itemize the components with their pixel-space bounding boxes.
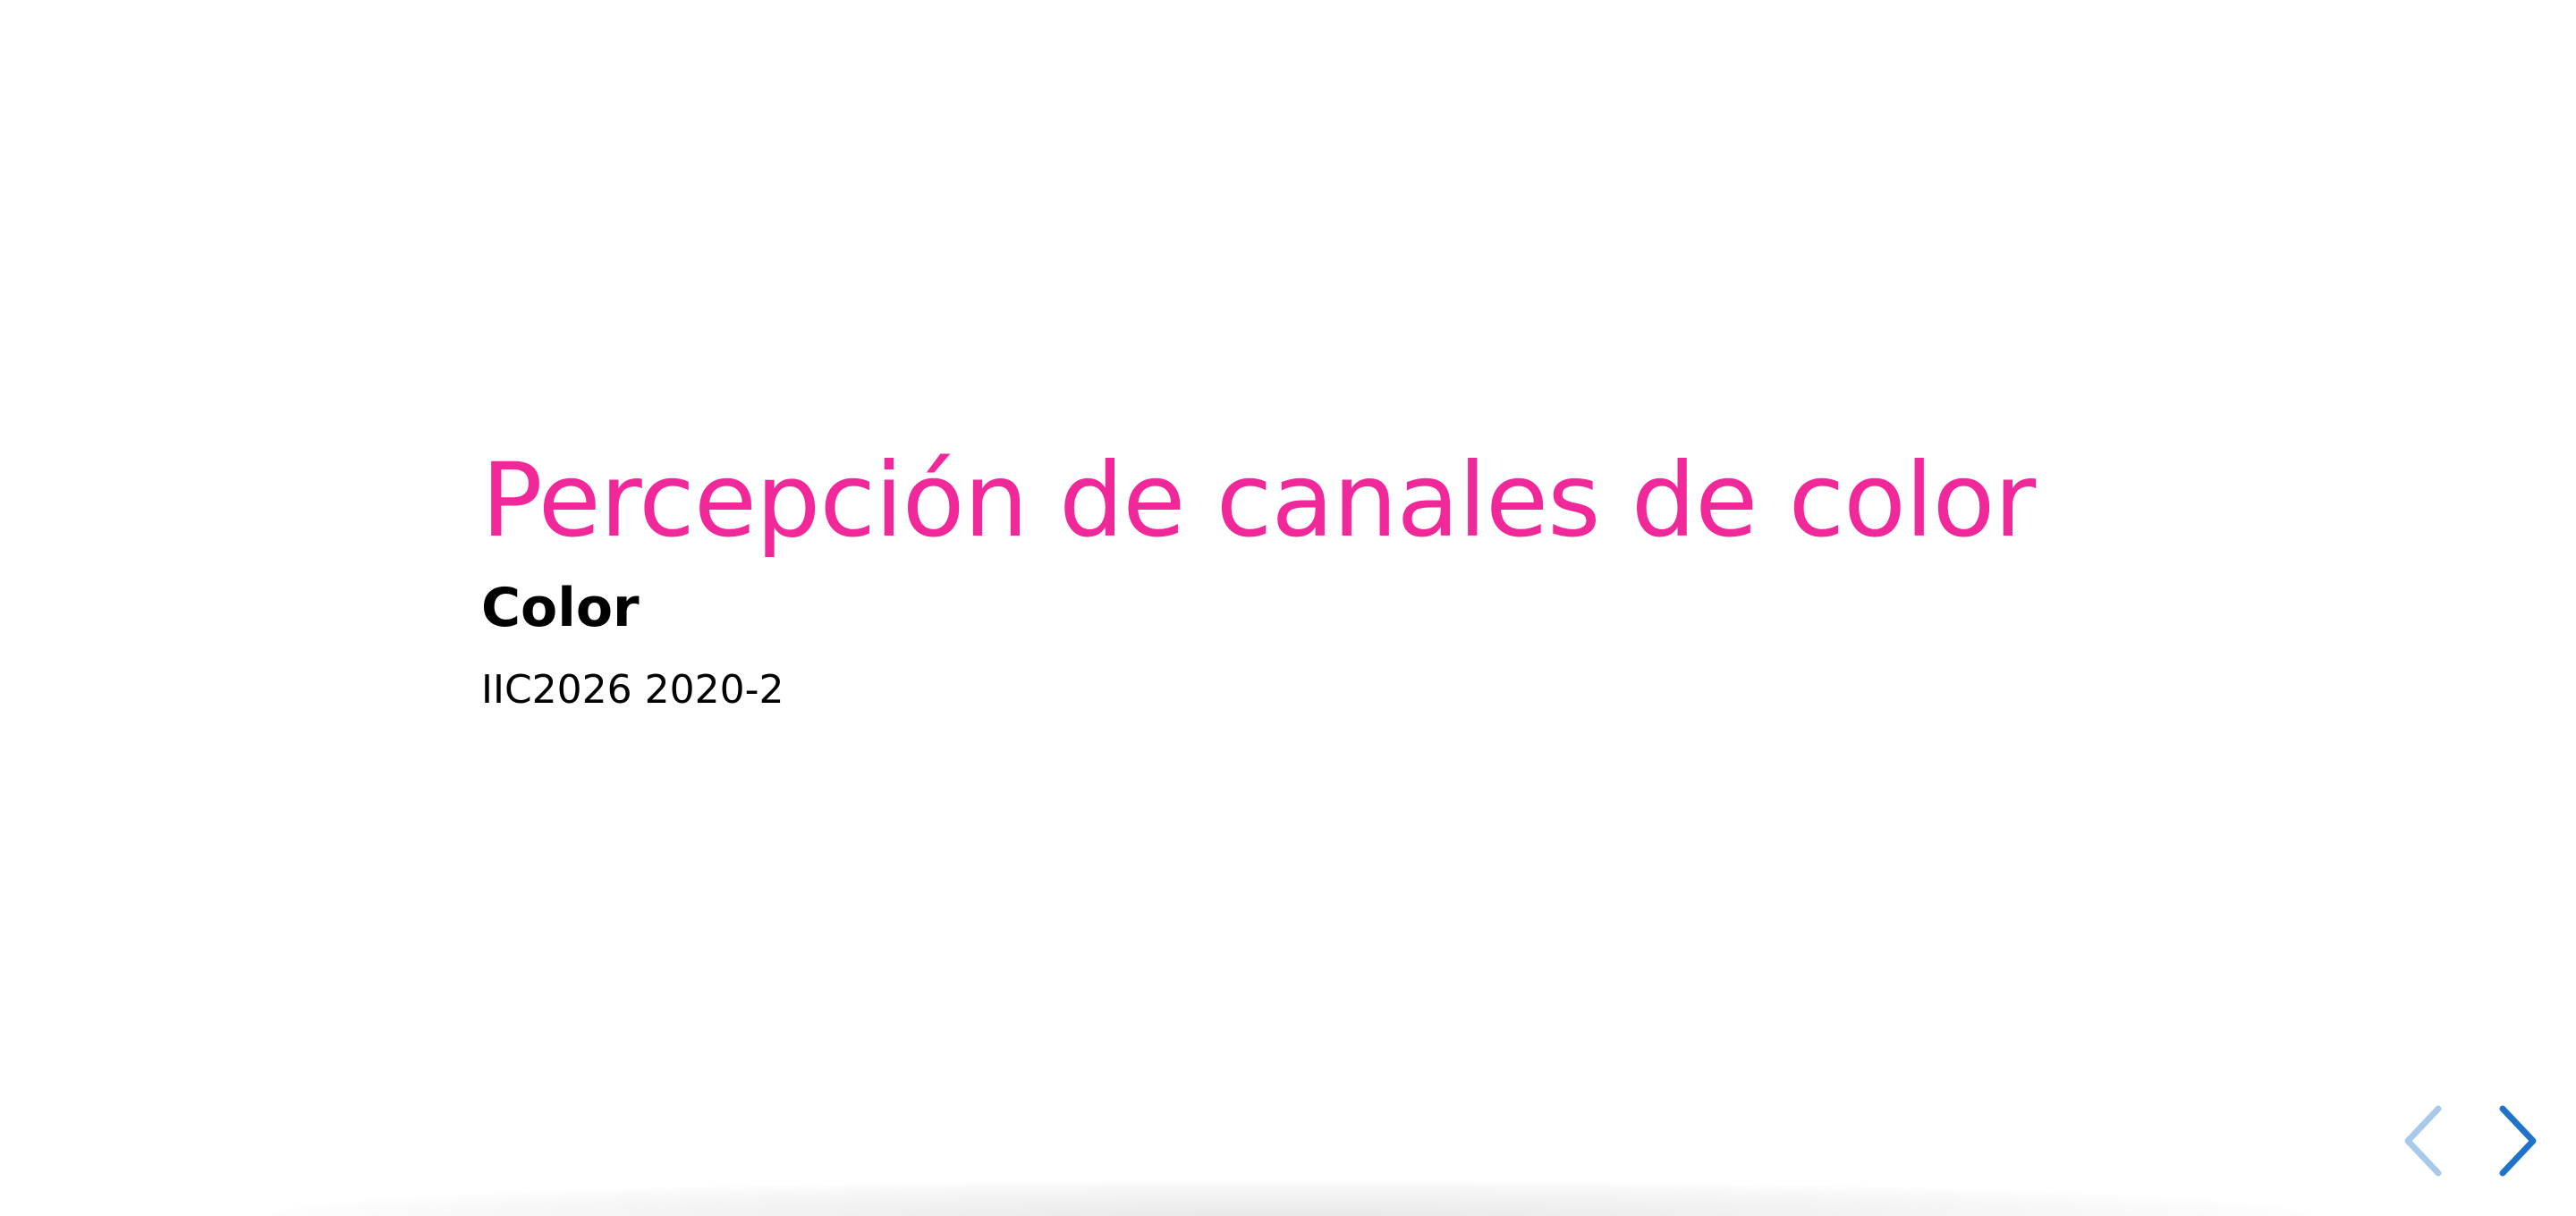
previous-slide-button[interactable] (2399, 1103, 2449, 1178)
slide-navigation (2399, 1103, 2542, 1178)
chevron-right-icon (2492, 1103, 2542, 1178)
chevron-left-icon (2399, 1103, 2449, 1178)
slide-subtitle: Color (481, 577, 640, 639)
slide-shadow (268, 1180, 2308, 1216)
next-slide-button[interactable] (2492, 1103, 2542, 1178)
title-slide (481, 438, 2360, 715)
course-code: IIC2026 2020-2 (481, 667, 784, 713)
slide-title: Percepción de canales de color (481, 441, 2036, 560)
